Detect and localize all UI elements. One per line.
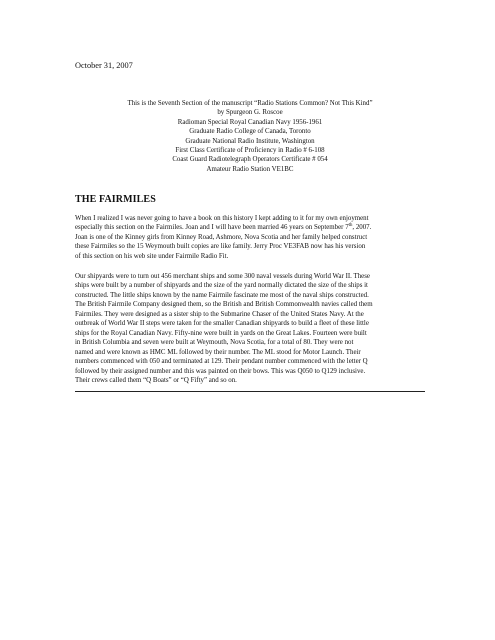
header-line: Amateur Radio Station VE1BC [206, 165, 294, 173]
paragraph-intro [75, 214, 425, 261]
header-line: Graduate National Radio Institute, Washington [185, 137, 315, 145]
paragraph-line: ships were built by a number of shipyards and the size of the yard normally dictated the size of the ships it [75, 282, 368, 290]
header-line: This is the Seventh Section of the manuscript “Radio Stations Common? Not This Kind” [127, 100, 373, 107]
paragraph-line: these Fairmiles so the 15 Weymouth built copies are like family. Jerry Proc VE3FAB now has his version [75, 243, 366, 251]
paragraph-line: Our shipyards were to turn out 456 merchant ships and some 300 naval vessels during World War II. These [75, 273, 370, 280]
text-run: especially this section on the Fairmiles. Joan and I will have been married 46 years on September 7 [75, 224, 349, 232]
paragraph-shipyards [75, 272, 425, 385]
text-run: , 2007. [352, 224, 372, 232]
paragraph-line: followed by their assigned number and this was painted on their bows. This was Q050 to Q129 inclusive. [75, 367, 366, 375]
paragraph-line: Joan is one of the Kinney girls from Kinney Road, Ashmore, Nova Scotia and her family helped construct [75, 233, 368, 241]
header-line: Graduate Radio College of Canada, Toronto [189, 128, 311, 136]
ordinal-superscript: th [348, 223, 353, 229]
horizontal-rule [75, 391, 425, 392]
section-title: THE FAIRMILES [75, 194, 156, 205]
paragraph-line: Their crews called them “Q Boats” or “Q Fifty” and so on. [75, 376, 237, 384]
paragraph-line: Fairmiles. They were designed as a sister ship to the Submarine Chaser of the United States Navy. At the [75, 310, 364, 318]
manuscript-header [75, 99, 425, 174]
header-line: First Class Certificate of Proficiency in Radio # 6-108 [175, 147, 325, 155]
header-line: Radioman Special Royal Canadian Navy 1956-1961 [177, 118, 323, 126]
paragraph-line: named and were known as HMC ML followed by their number. The ML stood for Motor Launch. Their [75, 348, 361, 356]
header-line: Coast Guard Radiotelegraph Operators Certificate # 054 [172, 156, 328, 164]
paragraph-line: ships for the Royal Canadian Navy. Fifty-nine were built in yards on the Great Lakes. Fourteen were built [75, 329, 367, 337]
paragraph-line: outbreak of World War II steps were taken for the smaller Canadian shipyards to build a fleet of these little [75, 320, 369, 328]
paragraph-line: in British Columbia and seven were built at Weymouth, Nova Scotia, for a total of 80. They were not [75, 339, 354, 347]
paragraph-line: of this section on his web site under Fairmile Radio Fit. [75, 252, 229, 260]
document-date: October 31, 2007 [75, 61, 133, 70]
header-line: by Spurgeon G. Roscoe [217, 109, 283, 117]
paragraph-line: When I realized I was never going to have a book on this history I kept adding to it for my own enjoyment [75, 215, 369, 222]
paragraph-line: constructed. The little ships known by the name Fairmile fascinate me most of the naval ships constructed. [75, 291, 369, 299]
paragraph-line: numbers commenced with 050 and terminated at 129. Their pendant number commenced with the letter Q [75, 358, 368, 366]
paragraph-line [75, 223, 425, 232]
paragraph-line: The British Fairmile Company designed them, so the British and British Commonwealth navies called them [75, 301, 373, 309]
